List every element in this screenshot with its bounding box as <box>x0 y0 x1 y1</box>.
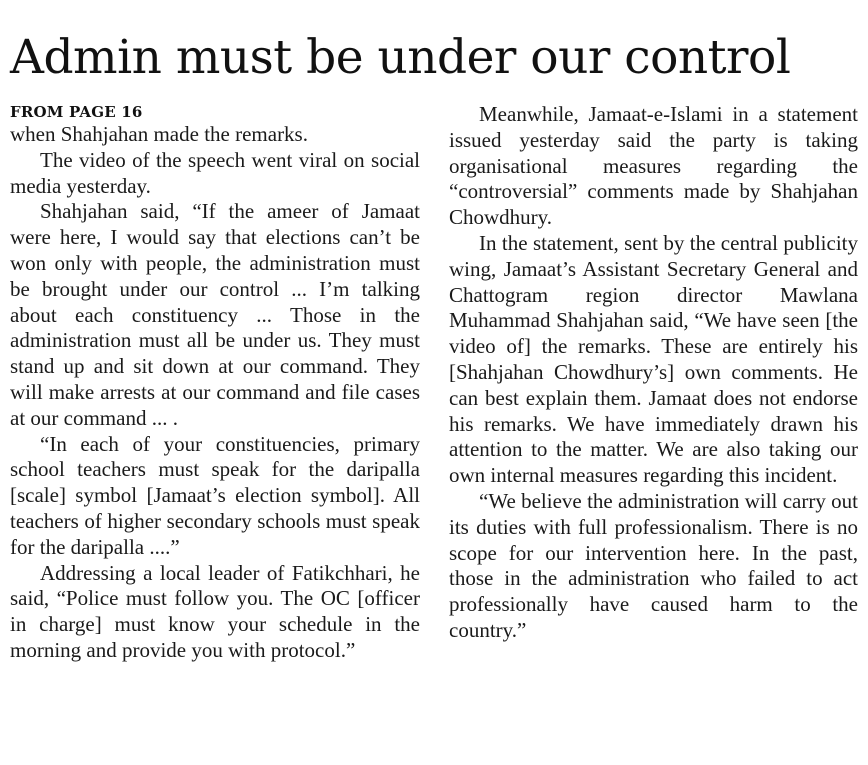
paragraph: when Shahjahan made the remarks. <box>10 122 308 146</box>
paragraph: Shahjahan said, “If the ameer of Jamaat were here, I would say that elections can’t be won only with people, the administration must be brought under our control ... I’m talking about each constituency ... Those in the administration must all be under us. They must stand up and sit down at our command. They will make arrests at our command and file cases at our command ... . <box>10 199 420 430</box>
left-column <box>10 102 420 664</box>
jump-line: FROM PAGE 16 <box>10 103 143 121</box>
headline: Admin must be under our control <box>10 30 791 85</box>
paragraph: Addressing a local leader of Fatikchhari, he said, “Police must follow you. The OC [officer in charge] must know your schedule in the morning and provide you with protocol.” <box>10 560 420 662</box>
paragraph: The video of the speech went viral on social media yesterday. <box>10 147 420 198</box>
paragraph: Meanwhile, Jamaat-e-Islami in a statement issued yesterday said the party is taking organisational measures regarding the “controversial” comments made by Shahjahan Chowdhury. <box>449 102 858 230</box>
paragraph: “In each of your constituencies, primary school teachers must speak for the daripalla [scale] symbol [Jamaat’s election symbol]. All teachers of higher secondary schools must speak for the daripalla ....” <box>10 431 420 559</box>
paragraph: “We believe the administration will carry out its duties with full professionalism. There is no scope for our intervention here. In the past, those in the administration who failed to act professionally have caused harm to the country.” <box>449 488 858 642</box>
paragraph: In the statement, sent by the central publicity wing, Jamaat’s Assistant Secretary General and Chattogram region director Mawlana Muhammad Shahjahan said, “We have seen [the video of] the remarks. These are entirely his [Shahjahan Chowdhury’s] own comments. He can best explain them. Jamaat does not endorse his remarks. We have immediately drawn his attention to the matter. We are also taking our own internal measures regarding this incident. <box>449 230 858 488</box>
right-column <box>449 102 858 644</box>
